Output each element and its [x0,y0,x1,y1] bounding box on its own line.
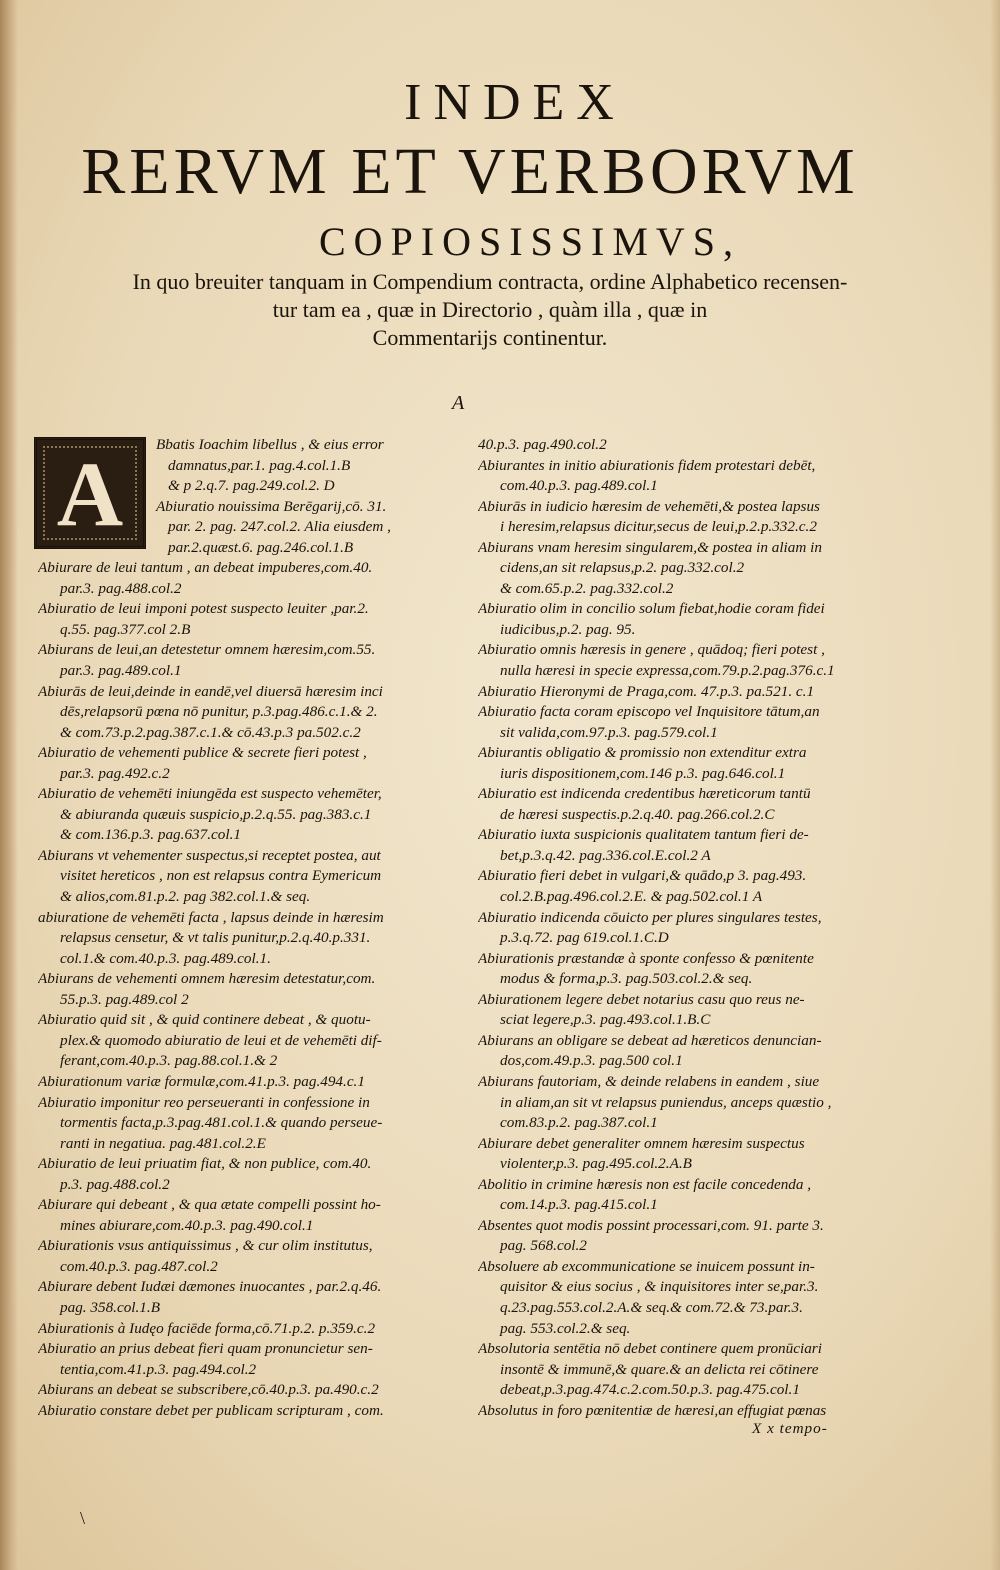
index-entry-line: Abiurans de leui,an detestetur omnem hæresim,com.55. [38,641,376,659]
index-entry-line: Abiurans vnam heresim singularem,& postea in aliam in [478,538,822,556]
index-entry-line: Abiurare debet generaliter omnem hæresim suspectus [478,1134,805,1152]
index-entry-line: Abiurare debent Iudæi dæmones inuocantes , par.2.q.46. [38,1278,382,1296]
index-entry-line: Abiuratio olim in concilio solum fiebat,hodie coram fidei [478,600,825,618]
index-entry-line: iuris dispositionem,com.146 p.3. pag.646.col.1 [500,764,786,782]
index-entry-line: dos,com.49.p.3. pag.500 col.1 [500,1052,683,1070]
index-entry-line: damnatus,par.1. pag.4.col.1.B [168,456,351,474]
title-block [0,72,1000,274]
index-entry-line: com.40.p.3. pag.487.col.2 [60,1257,218,1275]
index-entry-line: p.3. pag.488.col.2 [60,1175,170,1193]
subtitle-line: Commentarijs continentur. [372,325,608,350]
index-entry-line: in aliam,an sit vt relapsus puniendus, anceps quæstio , [500,1093,832,1111]
index-entry-line: abiuratione de vehemēti facta , lapsus deinde in hæresim [38,908,384,926]
index-entry-line: Absolutoria sentētia nō debet continere quem pronūciari [478,1340,822,1358]
index-entry-line: p.3.q.72. pag 619.col.1.C.D [500,929,669,947]
title-line-1: INDEX [404,74,626,131]
index-entry-line: mines abiurare,com.40.p.3. pag.490.col.1 [60,1216,314,1234]
subtitle [50,268,930,352]
index-entry-line: Abiuratio constare debet per publicam scripturam , com. [38,1401,384,1419]
index-entry-line: Abiurans an obligare se debeat ad hæreticos denuncian- [478,1031,822,1049]
index-entry-line: com.40.p.3. pag.489.col.1 [500,477,658,495]
index-entry-line: Abiurationem legere debet notarius casu quo reus ne- [478,990,805,1008]
index-entry-line: Abiuratio nouissima Berēgarij,cō. 31. [156,497,387,515]
index-entry-line: Abiuratio indicenda cōuicto per plures singulares testes, [478,908,822,926]
index-entry-line: 55.p.3. pag.489.col 2 [60,990,189,1008]
index-entry-line: Abiurans vt vehementer suspectus,si receptet postea, aut [38,846,381,864]
subtitle-line: In quo breuiter tanquam in Compendium contracta, ordine Alphabetico recensen- [132,269,848,294]
index-entry-line: Abiuratio est indicenda credentibus hæreticorum tantū [478,785,811,803]
index-entry-line: Abiuratio facta coram episcopo vel Inquisitore tātum,an [478,703,820,721]
ink-mark: \ [80,1508,86,1528]
index-entry-line: com.83.p.2. pag.387.col.1 [500,1114,658,1132]
index-entry-line: Abiuratio quid sit , & quid continere debeat , & quotu- [38,1011,371,1029]
index-entry-line: visitet hereticos , non est relapsus contra Eymericum [60,867,382,885]
title-line-2: RERVM ET VERBORVM [81,135,859,208]
index-entry-line: q.55. pag.377.col 2.B [60,620,191,638]
index-entry-line: Abiurantis obligatio & promissio non extenditur extra [478,744,807,762]
index-entry-line: violenter,p.3. pag.495.col.2.A.B [500,1155,692,1173]
index-entry-line: & alios,com.81.p.2. pag 382.col.1.& seq. [60,888,311,906]
index-entry-line: sit valida,com.97.p.3. pag.579.col.1 [500,723,718,741]
index-entry-line: & p 2.q.7. pag.249.col.2. D [168,477,335,495]
index-entry-line: par. 2. pag. 247.col.2. Alia eiusdem , [168,518,391,536]
index-entry-line: Abiurantes in initio abiurationis fidem protestari debēt, [478,456,816,474]
index-entry-line: sciat legere,p.3. pag.493.col.1.B.C [500,1011,711,1029]
index-entry-line: plex.& quomodo abiuratio de leui et de vehemēti dif- [60,1031,382,1049]
index-entry-line: Abiurare de leui tantum , an debeat impuberes,com.40. [38,559,373,577]
index-entry-line: Bbatis Ioachim libellus , & eius error [156,436,384,453]
index-entry-line: & com.65.p.2. pag.332.col.2 [500,579,674,597]
index-entry-line: insontē & immunē,& quare.& an delicta rei cōtinere [500,1360,819,1378]
index-entry-line: dēs,relapsorū pœna nō punitur, p.3.pag.486.c.1.& 2. [60,703,378,721]
catchword: X x tempo- [752,1420,828,1437]
index-entry-line: & com.136.p.3. pag.637.col.1 [60,826,241,844]
index-entry-line: Abiurans an debeat se subscribere,cō.40.p.3. pa.490.c.2 [38,1381,379,1399]
index-entry-line: i heresim,relapsus dicitur,secus de leui,p.2.p.332.c.2 [500,518,817,536]
index-entry-line: Abiuratio omnis hæresis in genere , quādoq; fieri potest , [478,641,825,659]
index-entry-line: Abiurationum variæ formulæ,com.41.p.3. pag.494.c.1 [38,1072,365,1090]
section-letter: A [452,392,465,414]
index-entry-line: Abiurare qui debeant , & qua ætate compelli possint ho- [38,1196,381,1214]
index-entry-line: Abiurās de leui,deinde in eandē,vel diuersā hæresim inci [38,682,383,700]
index-entry-line: Abiuratio an prius debeat fieri quam pronuncietur sen- [38,1340,373,1358]
index-entry-line: Abiurationis præstandæ à sponte confesso & pœnitente [478,949,814,967]
index-entry-line: Absoluere ab excommunicatione se inuicem possunt in- [478,1257,815,1275]
index-entry-line: Abiuratio de vehemēti iniungēda est suspecto vehemēter, [38,785,382,803]
index-entry-line: col.2.B.pag.496.col.2.E. & pag.502.col.1 A [500,888,763,906]
index-entry-line: Abiuratio de leui imponi potest suspecto leuiter ,par.2. [38,600,369,618]
index-entry-line: tormentis facta,p.3.pag.481.col.1.& quando perseue- [60,1114,383,1132]
index-entry-line: Abiuratio fieri debet in vulgari,& quādo,p 3. pag.493. [478,867,807,885]
index-entry-line: Absolutus in foro pœnitentiæ de hæresi,an effugiat pœnas [478,1401,827,1419]
index-entry-line: pag. 358.col.1.B [60,1298,160,1316]
index-entry-line: q.23.pag.553.col.2.A.& seq.& com.72.& 73.par.3. [500,1298,803,1316]
index-entry-line: iudicibus,p.2. pag. 95. [500,620,636,638]
index-entry-line: tentia,com.41.p.3. pag.494.col.2 [60,1360,257,1378]
index-entry-line: pag. 553.col.2.& seq. [500,1319,631,1337]
subtitle-line: tur tam ea , quæ in Directorio , quàm illa , quæ in [272,297,708,322]
index-entry-line: Abiurationis vsus antiquissimus , & cur olim institutus, [38,1237,373,1255]
index-entry-line: bet,p.3.q.42. pag.336.col.E.col.2 A [500,846,711,864]
index-entry-line: Absentes quot modis possint processari,com. 91. parte 3. [478,1216,824,1234]
index-entry-line: par.3. pag.488.col.2 [60,579,182,597]
title-line-3: COPIOSISSIMVS, [318,219,742,264]
index-entry-line: Abiuratio imponitur reo perseueranti in confessione in [38,1093,370,1111]
index-entry-line: com.14.p.3. pag.415.col.1 [500,1196,658,1214]
index-entry-line: Abiurans de vehementi omnem hæresim detestatur,com. [38,970,376,988]
index-entry-line: Abiurās in iudicio hæresim de vehemēti,& postea lapsus [478,497,820,515]
index-entry-line: de hæresi suspectis.p.2.q.40. pag.266.col.2.C [500,805,775,823]
index-entry-line: par.3. pag.489.col.1 [60,662,182,680]
index-entry-line: ranti in negatiua. pag.481.col.2.E [60,1134,266,1152]
index-entry-line: modus & forma,p.3. pag.503.col.2.& seq. [500,970,753,988]
index-entry-line: par.2.quæst.6. pag.246.col.1.B [168,538,354,556]
index-entry-line: & com.73.p.2.pag.387.c.1.& cō.43.p.3 pa.502.c.2 [60,723,361,741]
left-column [38,435,468,1421]
index-entry-line: ferant,com.40.p.3. pag.88.col.1.& 2 [60,1052,278,1070]
right-column [478,435,898,1421]
index-entry-line: Abiuratio iuxta suspicionis qualitatem tantum fieri de- [478,826,809,844]
index-entry-line: col.1.& com.40.p.3. pag.489.col.1. [60,949,271,967]
index-entry-line: quisitor & eius socius , & inquisitores inter se,par.3. [500,1278,819,1296]
index-entry-line: nulla hæresi in specie expressa,com.79.p.2.pag.376.c.1 [500,662,835,680]
initial-letter: A [56,443,124,545]
index-entry-line: relapsus censetur, & vt talis punitur,p.2.q.40.p.331. [60,929,371,947]
index-entry-line: Abiurationis à Iudęo faciēde forma,cō.71.p.2. p.359.c.2 [38,1319,376,1337]
index-entry-line: 40.p.3. pag.490.col.2 [478,436,607,453]
index-entry-line: par.3. pag.492.c.2 [60,764,170,782]
index-entry-line: Abiuratio de vehementi publice & secrete fieri potest , [38,744,367,762]
index-entry-line: Abiuratio Hieronymi de Praga,com. 47.p.3. pa.521. c.1 [478,682,815,700]
index-entry-line: Abolitio in crimine hæresis non est facile concedenda , [478,1175,812,1193]
index-entry-line: debeat,p.3.pag.474.c.2.com.50.p.3. pag.475.col.1 [500,1381,800,1399]
index-entry-line: Abiurans fautoriam, & deinde relabens in eandem , siue [478,1072,820,1090]
index-entry-line: Abiuratio de leui priuatim fiat, & non publice, com.40. [38,1155,372,1173]
index-entry-line: & abiuranda quæuis suspicio,p.2.q.55. pag.383.c.1 [60,805,372,823]
index-entry-line: cidens,an sit relapsus,p.2. pag.332.col.2 [500,559,745,577]
index-entry-line: pag. 568.col.2 [500,1237,587,1255]
